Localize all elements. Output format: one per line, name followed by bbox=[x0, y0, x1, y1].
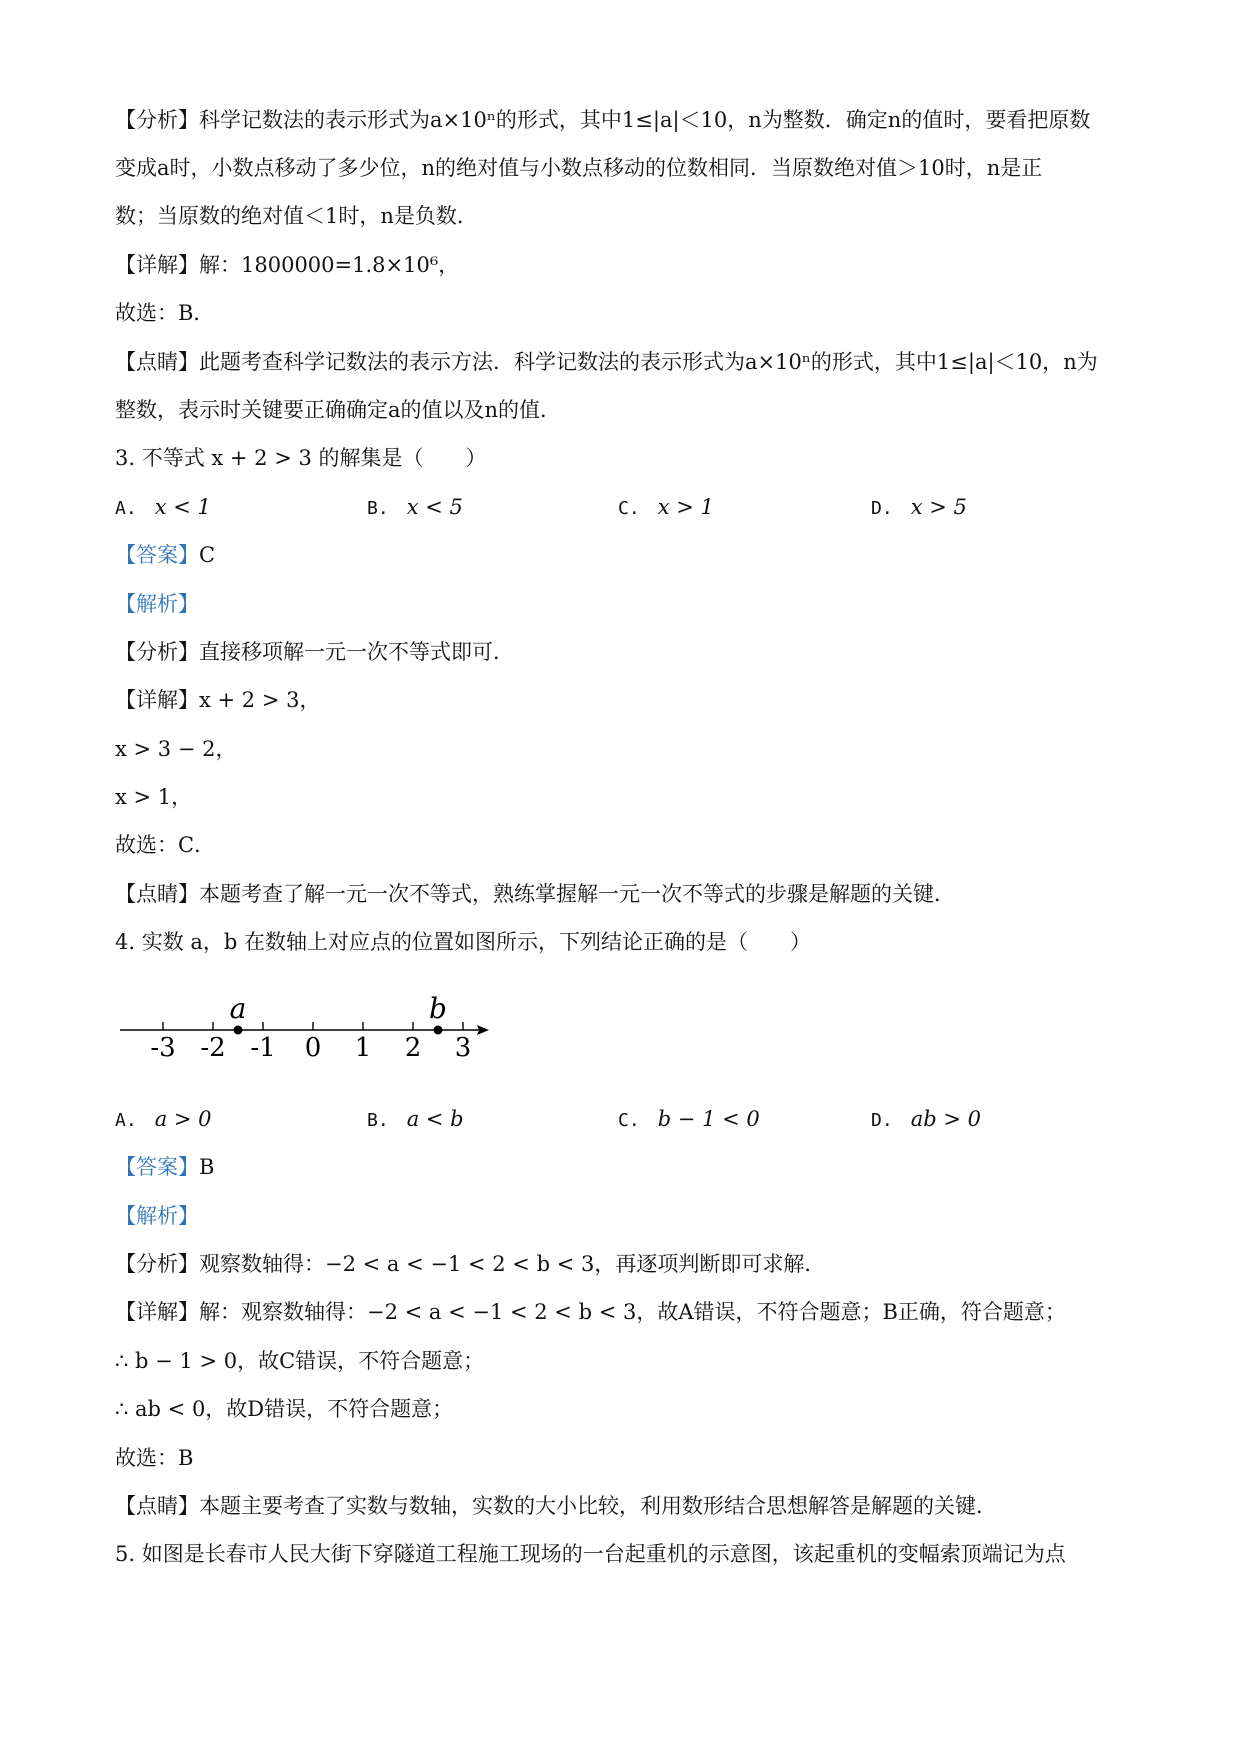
q4-option-c bbox=[618, 1104, 760, 1136]
q3-analysis: 【分析】直接移项解一元一次不等式即可． bbox=[115, 640, 514, 664]
number-line-points bbox=[230, 995, 447, 1035]
question-3-stem: 3. 不等式 x + 2 > 3 的解集是（ ） bbox=[115, 446, 487, 470]
analysis-line-2: 变成a时，小数点移动了多少位，n的绝对值与小数点移动的位数相同．当原数绝对值＞10时，n是正 bbox=[115, 156, 1043, 180]
detail-line: 【详解】解：1800000=1.8×10⁶， bbox=[115, 253, 460, 277]
q4-option-d bbox=[871, 1104, 981, 1136]
q4-step-1: ∴ b − 1 > 0，故C错误，不符合题意； bbox=[115, 1349, 485, 1373]
point-b-dot bbox=[434, 1026, 443, 1035]
option-key: A. bbox=[115, 1110, 137, 1131]
comment-line-1: 【点睛】此题考查科学记数法的表示方法．科学记数法的表示形式为a×10ⁿ的形式，其中1≤|a|＜10，n为 bbox=[115, 350, 1098, 374]
answer-label: 【答案】 bbox=[115, 1155, 199, 1179]
q4-detail: 【详解】解：观察数轴得：−2 < a < −1 < 2 < b < 3，故A错误，不符合题意；B正确，符合题意； bbox=[115, 1300, 1066, 1324]
tick-label: -2 bbox=[200, 1033, 226, 1063]
tick-label: 0 bbox=[304, 1033, 322, 1063]
option-text: ab > 0 bbox=[910, 1107, 981, 1131]
q3-detail: 【详解】x + 2 > 3， bbox=[115, 688, 321, 712]
option-key: B. bbox=[367, 1110, 389, 1131]
option-key: C. bbox=[618, 498, 640, 519]
q4-option-a bbox=[115, 1104, 212, 1136]
option-key: D. bbox=[871, 498, 893, 519]
option-text: x < 5 bbox=[406, 495, 463, 519]
answer-value: C bbox=[199, 543, 216, 567]
option-key: D. bbox=[871, 1110, 893, 1131]
option-text: x > 1 bbox=[657, 495, 714, 519]
option-text: b − 1 < 0 bbox=[657, 1107, 760, 1131]
q3-answer bbox=[115, 540, 1135, 570]
question-5-stem: 5. 如图是长春市人民大街下穿隧道工程施工现场的一台起重机的示意图，该起重机的变幅索顶端记为点 bbox=[115, 1542, 1066, 1566]
answer-label: 【答案】 bbox=[115, 543, 199, 567]
q4-analysis-label: 【解析】 bbox=[115, 1204, 199, 1228]
q3-option-d bbox=[871, 492, 967, 524]
answer-value: B bbox=[199, 1155, 215, 1179]
q4-answer bbox=[115, 1152, 1135, 1182]
q3-option-c bbox=[618, 492, 714, 524]
tick-label: -1 bbox=[250, 1033, 276, 1063]
option-key: A. bbox=[115, 498, 137, 519]
tick-label: 2 bbox=[404, 1033, 422, 1063]
q3-step-2: x > 1， bbox=[115, 785, 193, 809]
comment-line-2: 整数，表示时关键要正确确定a的值以及n的值． bbox=[115, 398, 562, 422]
q3-option-b bbox=[367, 492, 463, 524]
q4-option-b bbox=[367, 1104, 464, 1136]
tick-label: 1 bbox=[354, 1033, 372, 1063]
option-text: a > 0 bbox=[154, 1107, 212, 1131]
point-a-dot bbox=[234, 1026, 243, 1035]
q4-comment: 【点睛】本题主要考查了实数与数轴，实数的大小比较，利用数形结合思想解答是解题的关键． bbox=[115, 1494, 997, 1518]
point-a-label: a bbox=[229, 995, 247, 1025]
option-text: a < b bbox=[406, 1107, 464, 1131]
point-b-label: b bbox=[429, 995, 447, 1025]
option-text: x < 1 bbox=[154, 495, 211, 519]
option-key: B. bbox=[367, 498, 389, 519]
number-line-ticks bbox=[150, 1022, 471, 1063]
tick-label: -3 bbox=[150, 1033, 176, 1063]
q4-step-2: ∴ ab < 0，故D错误，不符合题意； bbox=[115, 1397, 454, 1421]
option-key: C. bbox=[618, 1110, 640, 1131]
option-text: x > 5 bbox=[910, 495, 967, 519]
number-line-figure bbox=[115, 995, 495, 1075]
q3-comment: 【点睛】本题考查了解一元一次不等式，熟练掌握解一元一次不等式的步骤是解题的关键． bbox=[115, 882, 955, 906]
choice-line: 故选：B． bbox=[115, 301, 215, 325]
analysis-line-3: 数；当原数的绝对值＜1时，n是负数． bbox=[115, 204, 478, 228]
tick-label: 3 bbox=[454, 1033, 472, 1063]
analysis-line-1: 【分析】科学记数法的表示形式为a×10ⁿ的形式，其中1≤|a|＜10，n为整数．确定n的值时，要看把原数 bbox=[115, 108, 1091, 132]
q3-step-1: x > 3 − 2， bbox=[115, 737, 237, 761]
q3-option-a bbox=[115, 492, 211, 524]
q3-choice: 故选：C． bbox=[115, 833, 216, 857]
q4-choice: 故选：B bbox=[115, 1446, 194, 1470]
q4-analysis: 【分析】观察数轴得：−2 < a < −1 < 2 < b < 3，再逐项判断即可求解． bbox=[115, 1252, 826, 1276]
q3-analysis-label: 【解析】 bbox=[115, 592, 199, 616]
question-4-stem: 4. 实数 a，b 在数轴上对应点的位置如图所示，下列结论正确的是（ ） bbox=[115, 930, 812, 954]
